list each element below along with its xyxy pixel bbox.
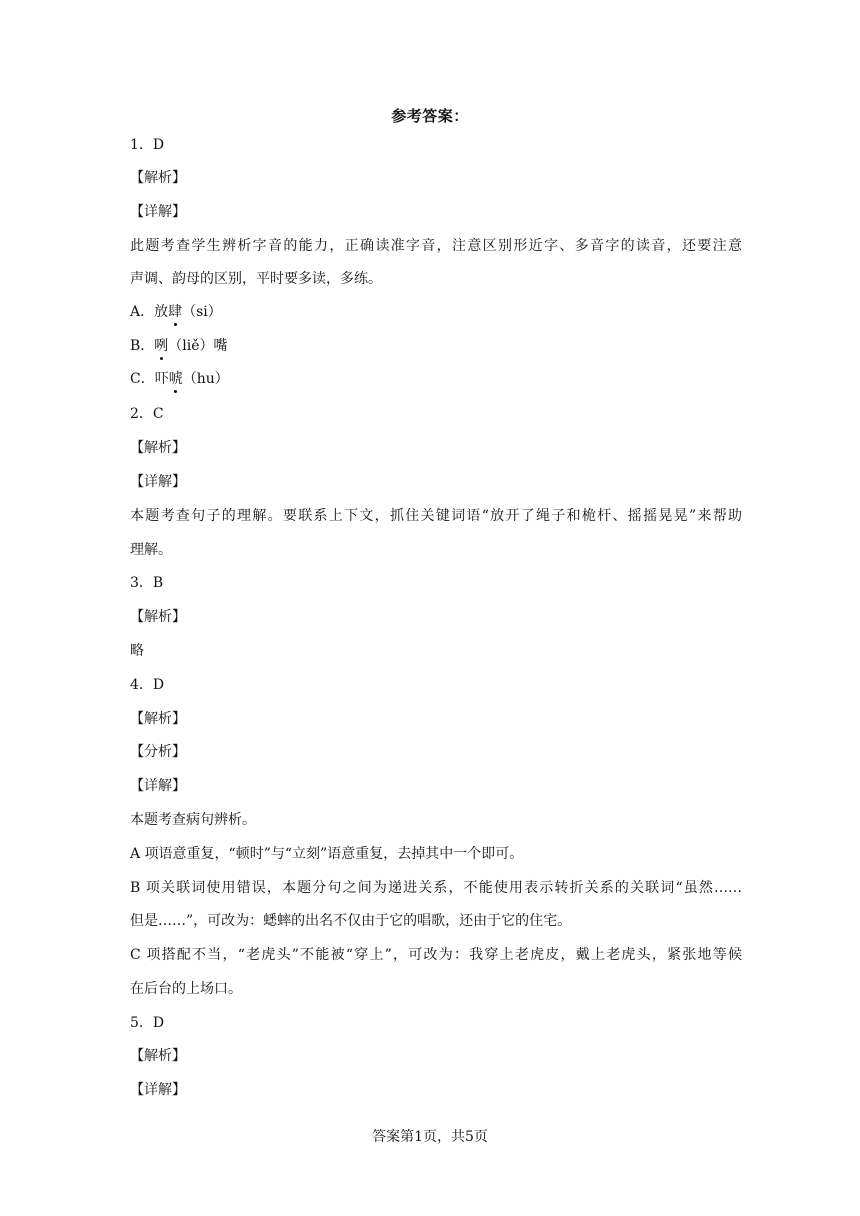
q5-xiangjie-label: 【详解】: [130, 1082, 186, 1098]
q3-answer: 3．B: [130, 575, 164, 591]
q1-option-c-prefix: C．吓: [130, 371, 169, 387]
q5-answer: 5．D: [130, 1015, 165, 1031]
q1-answer: 1．D: [130, 137, 165, 153]
page-footer: 答案第1页，共5页: [372, 1129, 488, 1145]
q4-item-c-line1: C 项搭配不当，“老虎头”不能被“穿上”，可改为：我穿上老虎皮，戴上老虎头，紧张地等候: [130, 947, 742, 963]
q3-jiexi-label: 【解析】: [130, 609, 186, 625]
q1-jiexi-label: 【解析】: [130, 170, 186, 186]
q3-explanation: 略: [130, 643, 144, 659]
q1-option-a-dotted-char: 肆: [168, 304, 183, 320]
q1-option-c-pinyin: （hu）: [182, 371, 229, 387]
q4-item-c-line2: 在后台的上场口。: [130, 981, 242, 997]
q2-answer: 2．C: [130, 406, 164, 422]
q2-xiangjie-label: 【详解】: [130, 474, 186, 490]
q1-option-a: [130, 302, 222, 322]
q1-option-a-prefix: A．放: [130, 304, 169, 320]
q4-item-b-line2: 但是……”，可改为：蟋蟀的出名不仅由于它的唱歌，还由于它的住宅。: [130, 913, 572, 929]
q1-option-c-dotted-char: 唬: [168, 371, 183, 387]
q2-explanation-line2: 理解。: [130, 542, 172, 558]
page-title: 参考答案：: [391, 107, 469, 125]
q4-item-b-line1: B 项关联词使用错误，本题分句之间为递进关系，不能使用表示转折关系的关联词“虽然……: [130, 880, 742, 896]
q1-option-b-prefix: B．: [130, 338, 155, 354]
q4-answer: 4．D: [130, 677, 165, 693]
q4-jiexi-label: 【解析】: [130, 711, 186, 727]
q5-jiexi-label: 【解析】: [130, 1048, 186, 1064]
q1-option-a-pinyin: （si）: [182, 304, 222, 320]
q1-option-b-dotted-char: 咧: [154, 338, 169, 354]
q4-explanation: 本题考查病句辨析。: [130, 812, 256, 828]
q1-explanation-line2: 声调、韵母的区别，平时要多读，多练。: [130, 271, 382, 287]
q1-option-b-pinyin: （liě）嘴: [168, 338, 228, 354]
q2-explanation-line1: 本题考查句子的理解。要联系上下文，抓住关键词语“放开了绳子和桅杆、摇摇晃晃”来帮助: [130, 508, 742, 524]
q1-option-b: [130, 336, 228, 356]
q4-xiangjie-label: 【详解】: [130, 778, 186, 794]
q1-explanation-line1: 此题考查学生辨析字音的能力，正确读准字音，注意区别形近字、多音字的读音，还要注意: [130, 238, 742, 254]
q4-fenxi-label: 【分析】: [130, 744, 186, 760]
q1-option-c: [130, 369, 229, 389]
q1-xiangjie-label: 【详解】: [130, 204, 186, 220]
q2-jiexi-label: 【解析】: [130, 440, 186, 456]
q4-item-a: A 项语意重复，“顿时”与“立刻”语意重复，去掉其中一个即可。: [130, 846, 524, 862]
